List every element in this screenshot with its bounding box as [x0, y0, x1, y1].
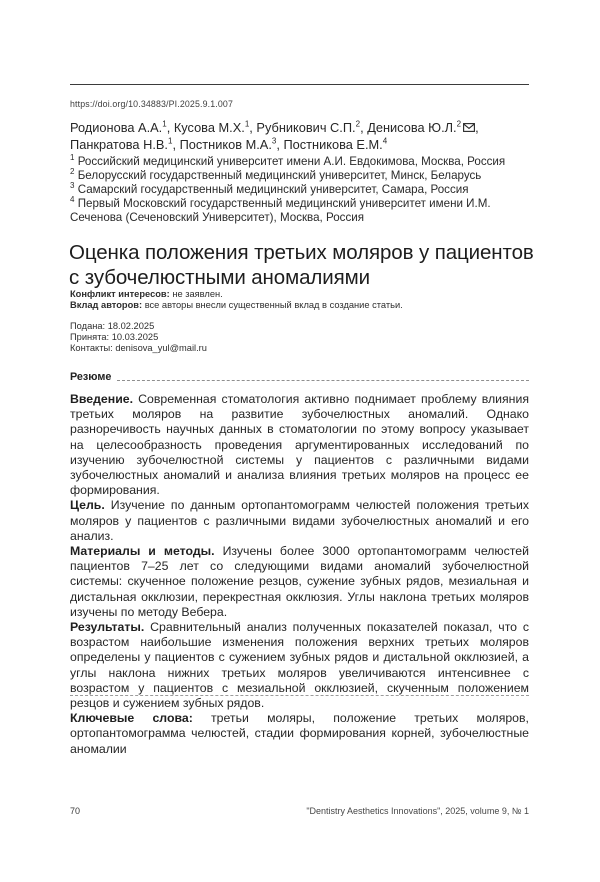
author-name: Панкратова Н.В.: [70, 137, 168, 152]
contribution-text: все авторы внесли существенный вклад в создание статьи.: [144, 300, 403, 311]
section-label: Материалы и методы.: [70, 544, 215, 559]
resume-heading: [70, 371, 529, 383]
author-name: Кусова М.Х.: [173, 120, 245, 135]
author-name: Родионова А.А.: [70, 120, 163, 135]
journal-reference: "Dentistry Aesthetics Innovations", 2025, volume 9, № 1: [306, 806, 529, 816]
section-text: Сравнительный анализ полученных показателей показал, что с возрастом наибольшие изменения положения верхних третьих моляров определены у пациентов с сужением зубных рядов и дистальной окклюзией, а углы наклона нижних третьих моляров увеличиваются интенсивнее с возрастом у пациентов с мезиальной окклюзией, скученным положением резцов и сужением зубных рядов.: [70, 620, 529, 711]
contacts-line: [70, 343, 530, 354]
resume-label: Резюме: [70, 371, 112, 383]
author-separator: ,: [166, 120, 174, 135]
abstract-section-results: [70, 620, 529, 711]
affiliation-text: Первый Московский государственный медицинский университет имени И.М. Сеченова (Сеченовский Университет), Москва, Россия: [70, 197, 491, 224]
section-text: Изучение по данным ортопантомограмм челюстей положения третьих моляров у пациентов с различными видами зубочелюстных аномалий и его анализ.: [70, 498, 529, 543]
abstract-section-purpose: [70, 498, 529, 544]
affiliation-item: [70, 169, 540, 183]
section-text: Современная стоматология активно поднимает проблему влияния третьих моляров на развитие зубочелюстных аномалий. Однако разноречивость научных данных в стоматологии по этому вопросу указывает на целесообразность проведения аргументированных исследований по изучению зубочелюстной системы у пациентов с различными видами зубочелюстных аномалий и анализа влияния третьих моляров на процесс ее формирования.: [70, 392, 529, 498]
affiliation-text: Белорусский государственный медицинский университет, Минск, Беларусь: [77, 169, 482, 182]
submitted-date: Подана: 18.02.2025: [70, 321, 155, 331]
contribution-label: Вклад авторов:: [70, 300, 143, 311]
author-separator: ,: [172, 137, 180, 152]
section-text: третьи моляры, положение третьих моляров, ортопантомограмма челюстей, стадии формирования корней, зубочелюстные аномалии: [70, 711, 529, 756]
resume-dashed-rule: [117, 380, 529, 381]
doi-link[interactable]: https://doi.org/10.34883/PI.2025.9.1.007: [70, 99, 233, 109]
affiliation-number: 4: [70, 195, 75, 205]
page-footer: [70, 806, 529, 816]
abstract-block: [70, 392, 529, 757]
dates-block: [70, 321, 530, 355]
article-title: Оценка положения третьих моляров у пациентов с зубочелюстными аномалиями: [69, 241, 534, 289]
affiliation-number: 3: [70, 181, 75, 191]
author-affiliation-sup: 1: [162, 119, 167, 129]
mail-icon: [463, 123, 475, 132]
conflict-label: Конфликт интересов:: [70, 289, 170, 299]
abstract-section-introduction: [70, 392, 529, 498]
authors-contribution-line: [70, 300, 530, 311]
affiliation-item: [70, 155, 540, 169]
affiliations-block: [70, 155, 540, 225]
authors-block: [70, 119, 540, 153]
accepted-date: Принята: 10.03.2025: [70, 332, 159, 343]
author-separator: ,: [475, 120, 479, 135]
abstract-section-materials-methods: [70, 544, 529, 620]
author-name: Рубникович С.П.: [256, 120, 356, 135]
author-affiliation-sup: 4: [382, 136, 388, 146]
contacts-label: Контакты:: [70, 343, 113, 354]
author-name: Денисова Ю.Л.: [367, 120, 457, 135]
abstract-section-keywords: [70, 711, 529, 757]
author-affiliation-sup: 1: [167, 136, 173, 146]
conflict-text: не заявлен.: [172, 289, 223, 299]
author-name: Постников М.А.: [179, 137, 272, 152]
section-label: Результаты.: [70, 620, 145, 635]
contact-email-link[interactable]: denisova_yul@mail.ru: [115, 343, 207, 354]
page-number: 70: [70, 806, 81, 816]
author-affiliation-sup: 2: [456, 119, 462, 129]
conflict-of-interest-line: [70, 289, 530, 300]
affiliation-text: Российский медицинский университет имени А.И. Евдокимова, Москва, Россия: [77, 155, 506, 168]
affiliation-number: 1: [70, 153, 75, 163]
affiliation-number: 2: [70, 167, 75, 177]
conflict-contribution-block: [70, 289, 530, 311]
affiliation-text: Самарский государственный медицинский университет, Самара, Россия: [77, 183, 469, 196]
author-separator: ,: [360, 120, 368, 135]
section-label: Цель.: [70, 498, 105, 513]
author-separator: ,: [249, 120, 257, 135]
author-affiliation-sup: 3: [271, 136, 277, 146]
affiliation-item: [70, 183, 540, 197]
header-rule: [70, 84, 529, 85]
abstract-end-dashed-rule: [70, 695, 529, 696]
author-affiliation-sup: 2: [355, 119, 361, 129]
section-text: Изучены более 3000 ортопантомограмм челюстей пациентов 7–25 лет со следующими видами аномалий зубочелюстной системы: скученное положение резцов, сужение зубных рядов, мезиальная и дистальная окклюзии, перекрестная окклюзия. Углы наклона третьих моляров изучены по методу Вебера.: [70, 544, 529, 619]
author-separator: ,: [276, 137, 284, 152]
affiliation-item: [70, 197, 540, 225]
section-label: Ключевые слова:: [70, 711, 193, 726]
section-label: Введение.: [70, 392, 134, 406]
author-affiliation-sup: 1: [244, 119, 250, 129]
author-name: Постникова Е.М.: [283, 137, 383, 152]
